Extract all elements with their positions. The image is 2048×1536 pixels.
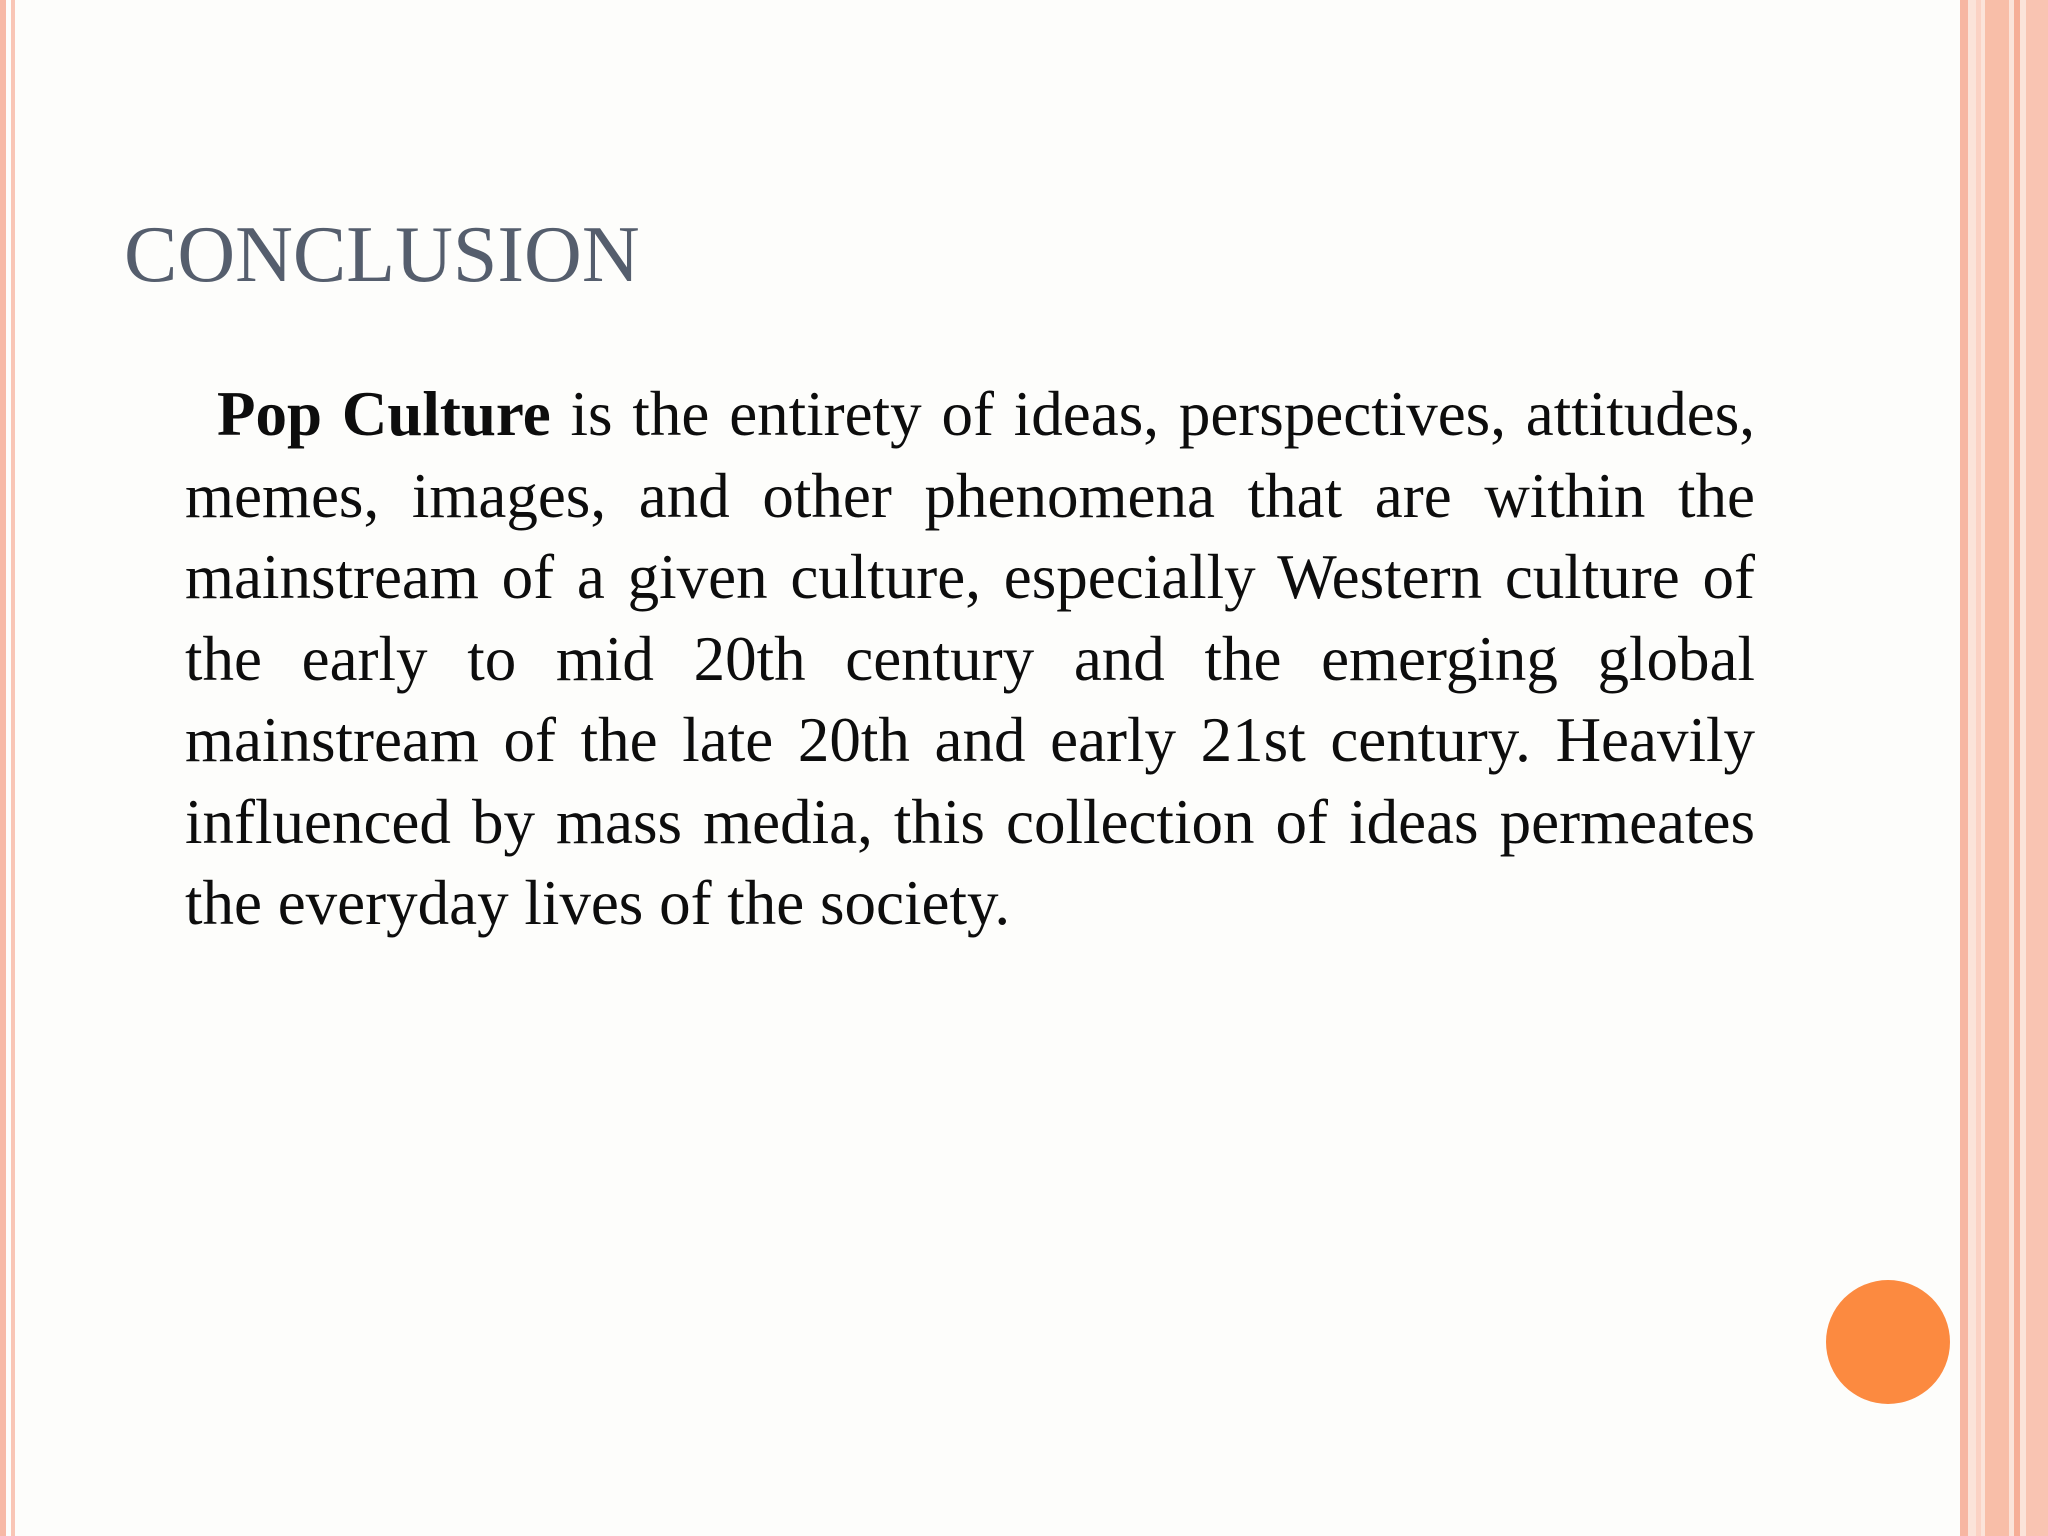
left-border-line xyxy=(11,0,15,1536)
bold-lead-term: Pop Culture xyxy=(217,379,551,449)
paragraph-text: is the entirety of ideas, perspectives, attitudes, memes, images, and other phenomena that are within the mainstream of a given culture, especially Western culture of the early to mid 20th century and the emerging global mainstream of the late 20th and early 21st century. Heavily influenced by mass media, this collection of ideas permeates the everyday lives of the society. xyxy=(185,379,1755,938)
right-border-line xyxy=(1985,0,2009,1536)
slide-body-paragraph xyxy=(185,374,1755,945)
slide-title: CONCLUSION xyxy=(124,211,640,299)
right-border-line xyxy=(1960,0,1968,1536)
right-border-line xyxy=(2026,0,2048,1536)
left-border-line xyxy=(0,0,6,1536)
orange-circle-icon xyxy=(1826,1280,1950,1404)
right-border-line xyxy=(1976,0,1981,1536)
right-border-line xyxy=(2014,0,2020,1536)
